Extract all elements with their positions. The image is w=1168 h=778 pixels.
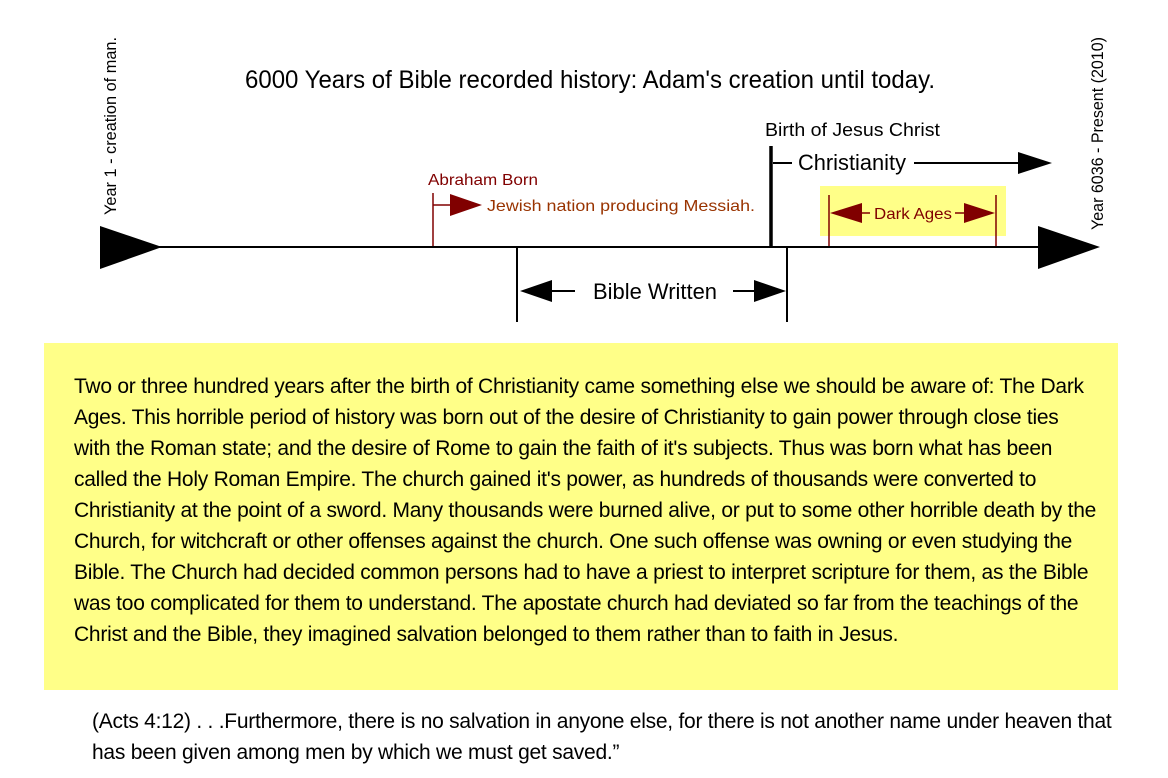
diagram-title: 6000 Years of Bible recorded history: Adam's creation until today. bbox=[245, 66, 935, 94]
scripture-quote: (Acts 4:12) . . .Furthermore, there is no salvation in anyone else, for there is not another name under heaven that has been given among men by which we must get saved.” bbox=[92, 710, 1112, 764]
end-year-label: Year 6036 - Present (2010) bbox=[1088, 25, 1107, 230]
dark-ages-label: Dark Ages bbox=[874, 206, 952, 223]
timeline-end-arrowhead bbox=[1038, 226, 1100, 269]
bible-written-label: Bible Written bbox=[593, 279, 717, 304]
narrative-text: Two or three hundred years after the birth of Christianity came something else we should be aware of: The Dark Ages. This horrible period of history was born out of the desire of Christianity to gain power through close ties with the Roman state; and the desire of Rome to gain the faith of it's subjects. Thus was born what has been called the Holy Roman Empire. The church gained it's power, as hundreds of thousands were converted to Christianity at the point of a sword. Many thousands were burned alive, or put to some other horrible death by the Church, for witchcraft or other offenses against the church. One such offense was owning or even studying the Bible. The Church had decided common persons had to have a priest to interpret scripture for them, as the Bible was too complicated for them to understand. The apostate church had deviated so far from the teachings of the Christ and the Bible, they imagined salvation belonged to them rather than to faith in Jesus. bbox=[74, 375, 1097, 646]
narrative-box bbox=[44, 343, 1118, 690]
bible-written-right-arrowhead bbox=[754, 280, 786, 302]
bible-written-left-arrowhead bbox=[520, 280, 552, 302]
birth-of-jesus-label: Birth of Jesus Christ bbox=[765, 120, 940, 140]
timeline-start-marker bbox=[100, 226, 162, 269]
start-year-label: Year 1 - creation of man. bbox=[101, 29, 120, 215]
christianity-label: Christianity bbox=[798, 150, 906, 175]
christianity-arrowhead bbox=[1018, 152, 1052, 174]
jewish-nation-arrowhead bbox=[450, 194, 482, 216]
abraham-born-label: Abraham Born bbox=[428, 172, 538, 189]
timeline-diagram bbox=[0, 0, 1168, 340]
jewish-nation-label: Jewish nation producing Messiah. bbox=[487, 198, 755, 215]
